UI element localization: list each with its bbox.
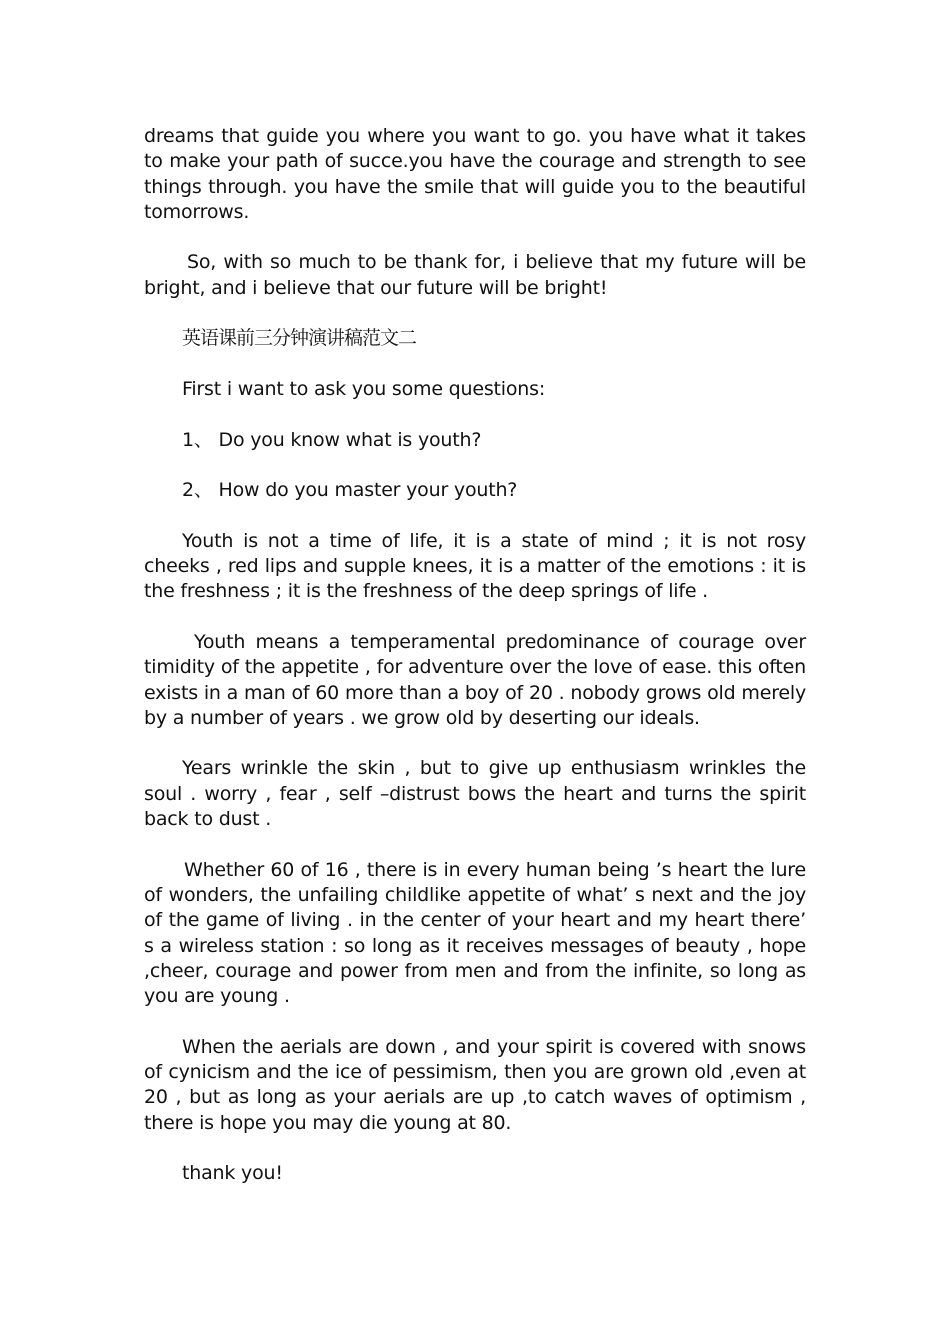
paragraph-dreams: dreams that guide you where you want to go. you have what it takes to make your path of succe.you have the courage and strength to see things through. you have the smile that will guide you to the beautiful tomorrows. xyxy=(144,125,806,223)
paragraph-questions-intro: First i want to ask you some questions: xyxy=(182,377,546,400)
paragraph-youth-courage: Youth means a temperamental predominance of courage over timidity of the appetite , for adventure over the love of ease. this often exists in a man of 60 more than a boy of 20 . nobody grows old merely by a number of years . we grow old by deserting our ideals. xyxy=(144,630,806,729)
section-heading: 英语课前三分钟演讲稿范文二 xyxy=(182,327,417,350)
closing-thanks: thank you! xyxy=(182,1162,283,1185)
paragraph-aerials: When the aerials are down , and your spirit is covered with snows of cynicism and the ice of pessimism, then you are grown old ,even at 20 , but as long as your aerials are up ,to catch waves of optimism , there is hope you may die young at 80. xyxy=(144,1035,806,1134)
paragraph-whether-60: Whether 60 of 16 , there is in every human being ’s heart the lure of wonders, the unfailing childlike appetite of what’ s next and the joy of the game of living . in the center of your heart and my heart there’ s a wireless station : so long as it receives messages of beauty , hope ,cheer, courage and power from men and from the infinite, so long as you are young . xyxy=(144,858,806,1008)
paragraph-youth-state-of-mind: Youth is not a time of life, it is a state of mind ; it is not rosy cheeks , red lips and supple knees, it is a matter of the emotions : it is the freshness ; it is the freshness of the deep springs of life . xyxy=(144,529,806,603)
question-item-1: 1、 Do you know what is youth? xyxy=(182,428,482,451)
paragraph-years-wrinkle: Years wrinkle the skin , but to give up enthusiasm wrinkles the soul . worry , fear , self –distrust bows the heart and turns the spirit back to dust . xyxy=(144,757,806,831)
document-page xyxy=(144,124,806,1212)
question-item-2: 2、 How do you master your youth? xyxy=(182,479,518,502)
paragraph-future-bright: So, with so much to be thank for, i believe that my future will be bright, and i believe that our future will be bright! xyxy=(144,251,806,299)
